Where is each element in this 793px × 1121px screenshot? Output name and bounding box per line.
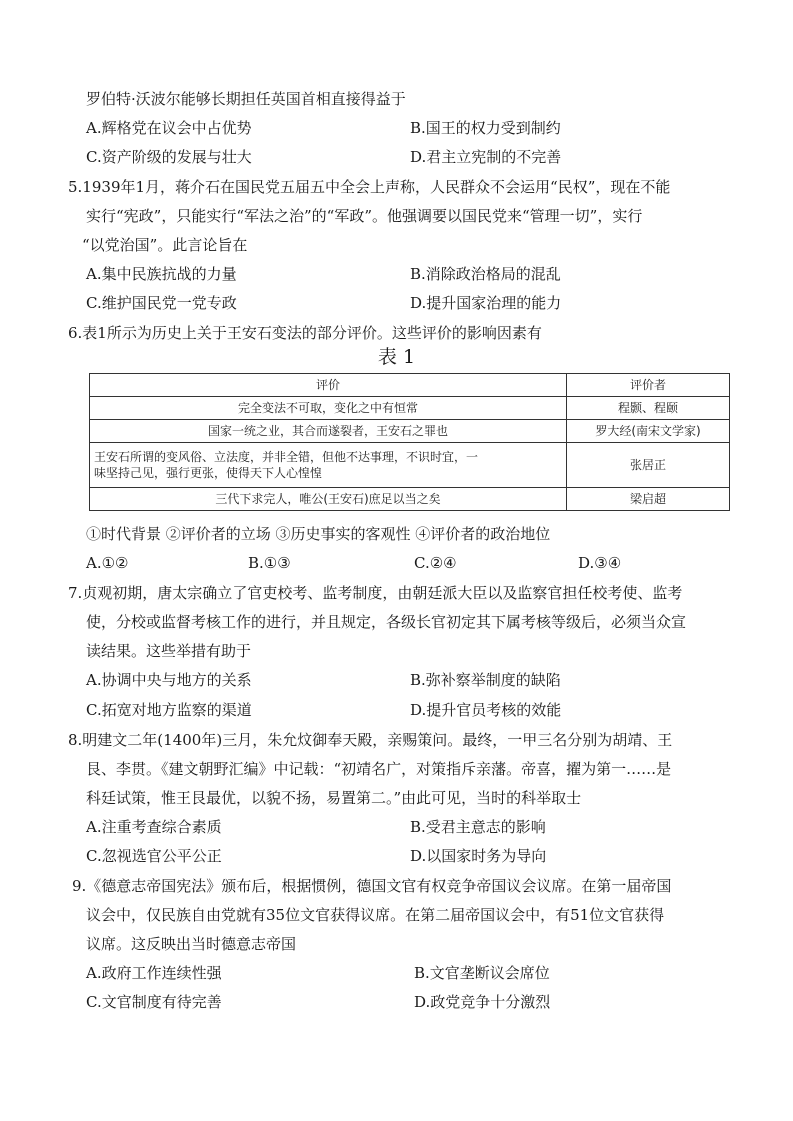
q8-option-b: B.受君主意志的影响 (410, 818, 546, 836)
q6-option-d: D.③④ (578, 554, 622, 572)
q6-option-c: C.②④ (414, 554, 457, 572)
evaluation-cell-line-1: 王安石所谓的变风俗、立法度，并非全错，但他不达事理，不识时宜，一 (94, 450, 479, 464)
q7-stem-line-1: 7.贞观初期，唐太宗确立了官吏校考、监考制度，由朝廷派大臣以及监察官担任校考使、监考 (68, 584, 683, 602)
q5-stem-line-3: “以党治国”。此言论旨在 (82, 236, 248, 254)
q4-option-d: D.君主立宪制的不完善 (410, 148, 562, 166)
q5-option-b: B.消除政治格局的混乱 (410, 265, 561, 283)
table-row (90, 420, 730, 443)
evaluation-cell: 三代下求完人，唯公(王安石)庶足以当之矣 (90, 488, 567, 511)
q6-option-a: A.①② (86, 554, 129, 572)
q5-option-d: D.提升国家治理的能力 (410, 294, 562, 312)
table-header-row (90, 374, 730, 397)
q5-stem-line-1: 5.1939年1月，蒋介石在国民党五届五中全会上声称，人民群众不会运用“民权”，现在不能 (68, 178, 671, 196)
evaluator-cell: 张居正 (567, 443, 730, 488)
evaluation-cell: 国家一统之业，其合而遂裂者，王安石之罪也 (90, 420, 567, 443)
evaluator-cell: 罗大经(南宋文学家) (567, 420, 730, 443)
evaluation-cell: 完全变法不可取，变化之中有恒常 (90, 397, 567, 420)
evaluator-cell: 程颢、程颐 (567, 397, 730, 420)
q4-option-c: C.资产阶级的发展与壮大 (86, 148, 252, 166)
evaluation-cell-line-2: 味坚持己见，强行更张，使得天下人心惶惶 (94, 466, 323, 480)
evaluator-cell: 梁启超 (567, 488, 730, 511)
q9-option-b: B.文官垄断议会席位 (414, 964, 550, 982)
q8-option-d: D.以国家时务为导向 (410, 847, 547, 865)
q7-option-d: D.提升官员考核的效能 (410, 701, 562, 719)
q7-stem-line-2: 使，分校或监督考核工作的进行，并且规定，各级长官初定其下属考核等级后，必须当众宣 (86, 613, 687, 631)
evaluation-table (89, 373, 730, 511)
q5-stem-line-2: 实行“宪政”，只能实行“军法之治”的“军政”。他强调要以国民党来“管理一切”，实行 (86, 207, 643, 225)
q9-option-d: D.政党竞争十分激烈 (414, 993, 551, 1011)
q9-option-a: A.政府工作连续性强 (86, 964, 222, 982)
q9-option-c: C.文官制度有待完善 (86, 993, 222, 1011)
q9-stem-line-3: 议席。这反映出当时德意志帝国 (86, 935, 297, 953)
q8-stem-line-3: 科廷试策，惟王艮最优，以貌不扬，易置第二。”由此可见，当时的科举取士 (86, 789, 582, 807)
header-evaluator: 评价者 (567, 374, 730, 397)
q7-option-c: C.拓宽对地方监察的渠道 (86, 701, 252, 719)
q7-option-a: A.协调中央与地方的关系 (86, 671, 252, 689)
q9-stem-line-1: 9.《德意志帝国宪法》颁布后，根据惯例，德国文官有权竞争帝国议会议席。在第一届帝国 (72, 877, 672, 895)
q4-stem-tail: 罗伯特·沃波尔能够长期担任英国首相直接得益于 (86, 90, 406, 108)
table-1-title: 表 1 (377, 346, 416, 368)
q8-option-c: C.忽视选官公平公正 (86, 847, 222, 865)
q7-stem-line-3: 读结果。这些举措有助于 (86, 642, 252, 660)
q7-option-b: B.弥补察举制度的缺陷 (410, 671, 561, 689)
q4-option-a: A.辉格党在议会中占优势 (86, 119, 252, 137)
header-evaluation: 评价 (90, 374, 567, 397)
table-row (90, 443, 730, 488)
q6-option-b: B.①③ (248, 554, 291, 572)
q6-factors: ①时代背景 ②评价者的立场 ③历史事实的客观性 ④评价者的政治地位 (86, 525, 551, 543)
q5-option-c: C.维护国民党一党专政 (86, 294, 237, 312)
q8-stem-line-1: 8.明建文二年(1400年)三月，朱允炆御奉天殿，亲赐策问。最终，一甲三名分别为胡靖、王 (68, 731, 673, 749)
evaluation-cell (90, 443, 567, 488)
table-row (90, 488, 730, 511)
q8-stem-line-2: 艮、李贯。《建文朝野汇编》中记载：“初靖名广，对策指斥亲藩。帝喜，擢为第一……是 (86, 760, 672, 778)
q5-option-a: A.集中民族抗战的力量 (86, 265, 237, 283)
q8-option-a: A.注重考查综合素质 (86, 818, 222, 836)
q4-option-b: B.国王的权力受到制约 (410, 119, 561, 137)
q9-stem-line-2: 议会中，仅民族自由党就有35位文官获得议席。在第二届帝国议会中，有51位文官获得 (86, 906, 665, 924)
table-row (90, 397, 730, 420)
q6-stem: 6.表1所示为历史上关于王安石变法的部分评价。这些评价的影响因素有 (68, 324, 542, 342)
